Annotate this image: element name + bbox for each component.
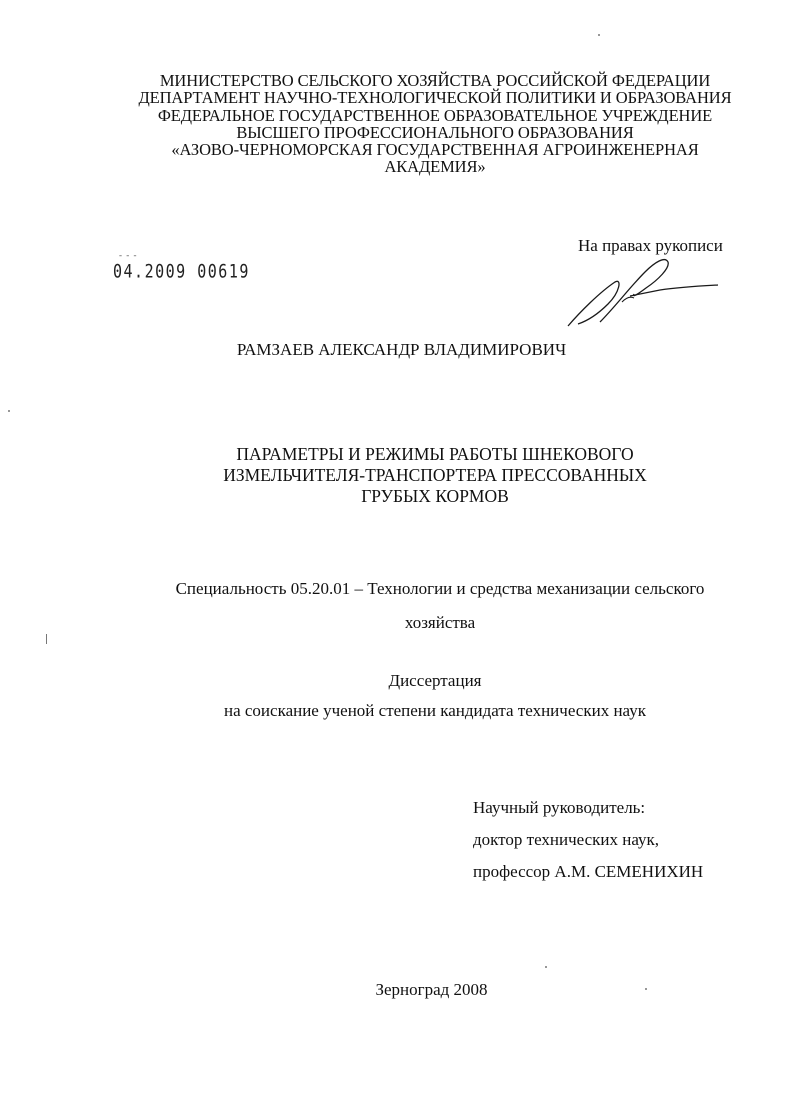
title-line: ИЗМЕЛЬЧИТЕЛЯ-ТРАНСПОРТЕРА ПРЕССОВАННЫХ <box>223 465 647 485</box>
dissertation-label: Диссертация <box>388 671 482 690</box>
header-line: АКАДЕМИЯ» <box>384 157 486 177</box>
scan-speck <box>645 988 647 990</box>
header-line: МИНИСТЕРСТВО СЕЛЬСКОГО ХОЗЯЙСТВА РОССИЙСКОЙ ФЕДЕРАЦИИ <box>159 71 711 90</box>
manuscript-rights-note: На правах рукописи <box>578 236 723 255</box>
title-line: ПАРАМЕТРЫ И РЕЖИМЫ РАБОТЫ ШНЕКОВОГО <box>236 444 634 464</box>
dissertation-title <box>100 444 770 507</box>
registration-stamp: 04.2009 00619 <box>113 260 250 283</box>
city-year: Зерноград 2008 <box>375 980 488 999</box>
institution-header <box>100 72 770 176</box>
scan-speck <box>545 966 547 968</box>
scan-speck <box>8 410 10 412</box>
title-line: ГРУБЫХ КОРМОВ <box>361 486 509 506</box>
header-line: ФЕДЕРАЛЬНОЕ ГОСУДАРСТВЕННОЕ ОБРАЗОВАТЕЛЬНОЕ УЧРЕЖДЕНИЕ <box>157 105 713 125</box>
specialty-line: хозяйства <box>404 613 476 632</box>
specialty-line: Специальность 05.20.01 – Технологии и средства механизации сельского <box>175 579 705 598</box>
supervisor-role: Научный руководитель: <box>473 798 646 817</box>
scan-speck <box>598 34 600 36</box>
degree-purpose: на соискание ученой степени кандидата технических наук <box>223 701 646 720</box>
author-name: РАМЗАЕВ АЛЕКСАНДР ВЛАДИМИРОВИЧ <box>236 340 567 359</box>
header-line: «АЗОВО-ЧЕРНОМОРСКАЯ ГОСУДАРСТВЕННАЯ АГРОИНЖЕНЕРНАЯ <box>171 140 699 160</box>
header-line: ДЕПАРТАМЕНТ НАУЧНО-ТЕХНОЛОГИЧЕСКОЙ ПОЛИТИКИ И ОБРАЗОВАНИЯ <box>138 88 732 108</box>
supervisor-name: профессор А.М. СЕМЕНИХИН <box>473 862 704 881</box>
signature-icon <box>560 252 720 332</box>
scan-speck <box>46 634 47 644</box>
specialty-block <box>100 572 780 640</box>
header-line: ВЫСШЕГО ПРОФЕССИОНАЛЬНОГО ОБРАЗОВАНИЯ <box>236 122 634 142</box>
dissertation-type-block <box>100 666 770 726</box>
supervisor-block <box>473 792 703 888</box>
supervisor-degree: доктор технических наук, <box>473 830 660 849</box>
stamp-marks: - - - <box>119 250 138 260</box>
